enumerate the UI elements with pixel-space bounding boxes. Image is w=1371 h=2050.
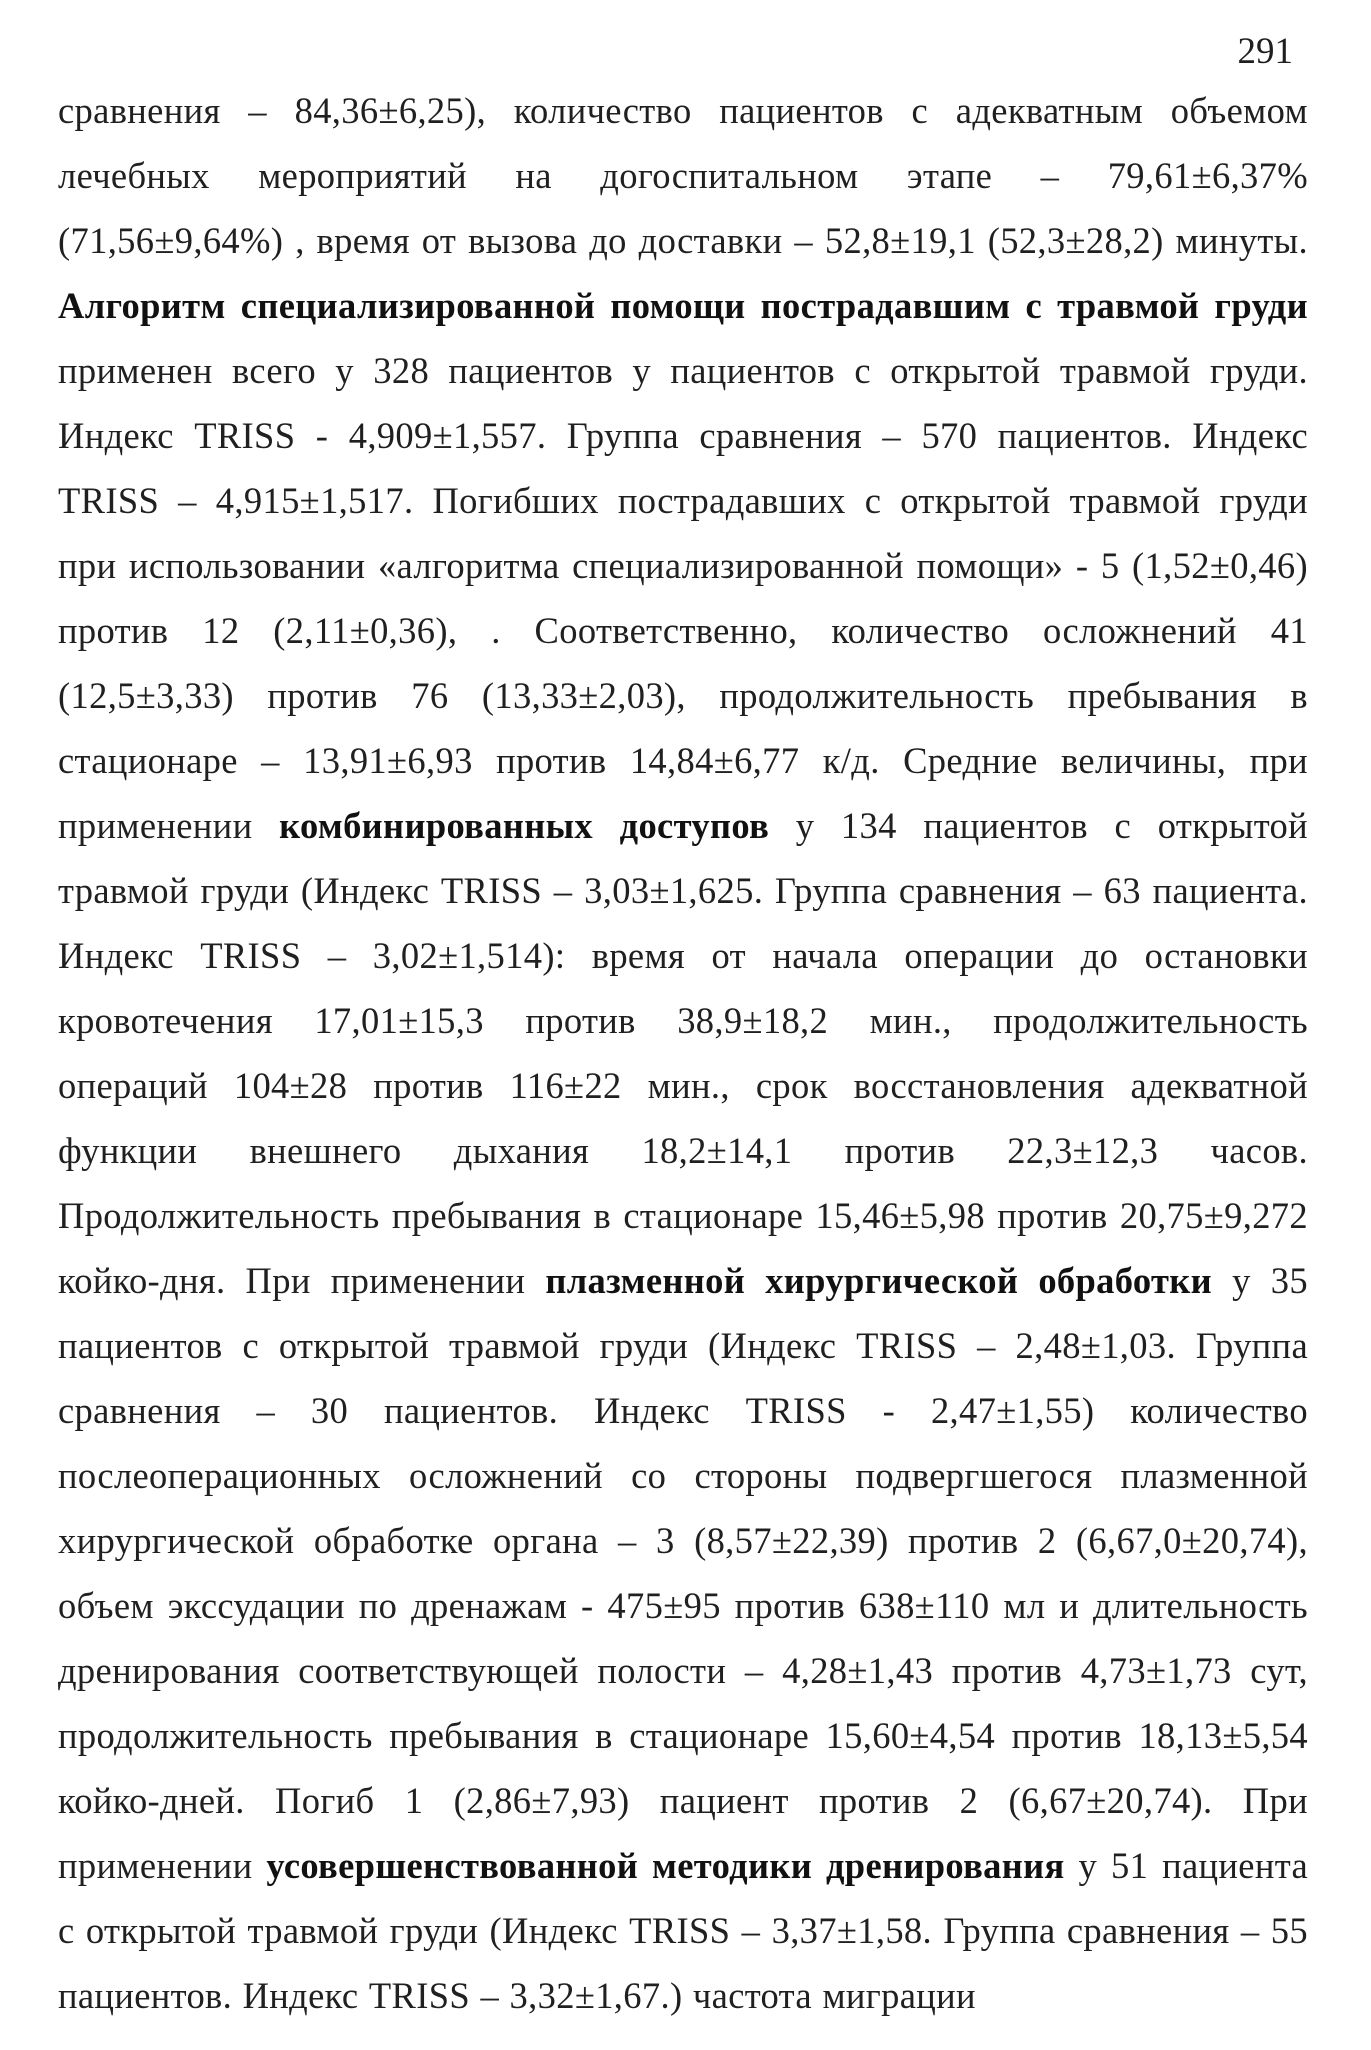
text-segment: сравнения – 84,36±6,25), количество пациентов с адекватным объемом лечебных мероприятий на догоспитальном этапе – 79,61±6,37% (71,56±9,64%) , время от вызова до доставки – 52,8±19,1 (52,3±28,2) минуты. [58,90,1308,261]
bold-term-plasma-treatment: плазменной хирургической обработки [545,1260,1213,1301]
bold-term-algorithm: Алгоритм специализированной помощи пострадавшим с травмой груди [58,285,1308,326]
text-segment: применен всего у 328 пациентов у пациентов с открытой травмой груди. Индекс TRISS - 4,909±1,557. Группа сравнения – 570 пациентов. Индекс TRISS – 4,915±1,517. Погибших пострадавших с открытой травмой груди при использовании «алгоритма специализированной помощи» - 5 (1,52±0,46) против 12 (2,11±0,36), . Соответственно, количество осложнений 41 (12,5±3,33) против 76 (13,33±2,03), продолжительность пребывания в стационаре – 13,91±6,93 против 14,84±6,77 к/д. Средние величины, при применении [58,350,1308,846]
text-segment: у 134 пациентов с открытой травмой груди (Индекс TRISS – 3,03±1,625. Группа сравнения – 63 пациента. Индекс TRISS – 3,02±1,514): время от начала операции до остановки кровотечения 17,01±15,3 против 38,9±18,2 мин., продолжительность операций 104±28 против 116±22 мин., срок восстановления адекватной функции внешнего дыхания 18,2±14,1 против 22,3±12,3 часов. Продолжительность пребывания в стационаре 15,46±5,98 против 20,75±9,272 койко-дня. При применении [58,805,1308,1301]
bold-term-combined-access: комбинированных доступов [279,805,770,846]
page-number: 291 [1237,31,1293,72]
body-paragraph [58,78,1308,2028]
text-segment: у 51 пациента с открытой травмой груди (Индекс TRISS – 3,37±1,58. Группа сравнения – 55 пациентов. Индекс TRISS – 3,32±1,67.) частота миграции [58,1845,1308,2016]
text-segment: у 35 пациентов с открытой травмой груди (Индекс TRISS – 2,48±1,03. Группа сравнения – 30 пациентов. Индекс TRISS - 2,47±1,55) количество послеоперационных осложнений со стороны подвергшегося плазменной хирургической обработке органа – 3 (8,57±22,39) против 2 (6,67,0±20,74), объем экссудации по дренажам - 475±95 против 638±110 мл и длительность дренирования соответствующей полости – 4,28±1,43 против 4,73±1,73 сут, продолжительность пребывания в стационаре 15,60±4,54 против 18,13±5,54 койко-дней. Погиб 1 (2,86±7,93) пациент против 2 (6,67±20,74). При применении [58,1260,1308,1886]
bold-term-drainage-method: усовершенствованной методики дренирования [266,1845,1065,1886]
